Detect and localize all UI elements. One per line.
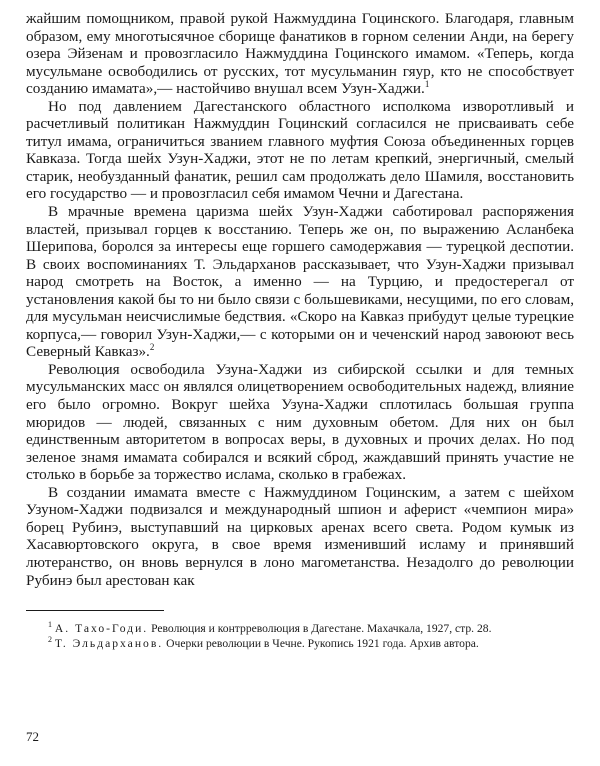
footnote-marker-1: 1 [424,79,430,90]
footnote-1-author: А. Тахо-Годи. [54,622,149,636]
paragraph-3-text: В мрачные времена царизма шейх Узун-Хаджи саботировал распоряжения властей, призывал горцев к восстанию. Теперь же он, по выражению Асланбека Шерипова, боролся за интересы еще горшего самодержавия — турецкой деспотии. В своих воспоминаниях Т. Эльдарханов рассказывает, что Узун-Хаджи призывал народ смотреть на Восток, а именно — на Турцию, и предостерегал от установления какой бы то ни было связи с большевиками, несущими, по его словам, для мусульман неисчислимые бедствия. «Скоро на Кавказ прибудут целые турецкие корпуса,— говорил Узун-Хаджи,— с которыми он и чеченский народ завоюют весь Северный Кавказ». [26,203,574,361]
paragraph-2-text: Но под давлением Дагестанского областного исполкома изворотливый и расчетливый политикан Нажмуддин Гоцинский согласился не присваивать себе титул имама, ограничиться званием главного муфтия Союза объединенных горцев Кавказа. Тогда шейх Узун-Хаджи, этот не по летам крепкий, энергичный, смелый старик, необузданный фанатик, решил сам продолжать дело Шамиля, восстановить его государство — и провозгласил себя имамом Чечни и Дагестана. [26,97,574,203]
footnote-1 [26,621,574,636]
paragraph-1-text: жайшим помощником, правой рукой Нажмуддина Гоцинского. Благодаря, главным образом, ему многотысячное сборище фанатиков в горном селении Анди, на берегу озера Эйзенам и провозгласило Нажмуддина Гоцинского имамом. «Теперь, когда мусульмане освободились от русских, тот мусульманин гяур, кто не способствует созданию имамата»,— настойчиво внушал всем Узун-Хаджи. [26,10,574,98]
footnote-2-author: Т. Эльдарханов. [54,637,164,651]
paragraph-4-text: Революция освободила Узуна-Хаджи из сибирской ссылки и для темных мусульманских масс он являлся олицетворением освободительных надежд, влияние его было огромно. Вокруг шейха Узуна-Хаджи сплотилась большая группа мюридов — людей, связанных с ним духовным обетом. Для них он был единственным авторитетом в вопросах веры, в духовных и прочих делах. Но под зеленое знамя имамата собирался и всякий сброд, жаждавший принять участие не столько в борьбе за торжество ислама, сколько в грабежах. [26,360,574,484]
footnote-2-number: 2 [48,635,52,645]
footnote-2-text: Очерки революции в Чечне. Рукопись 1921 года. Архив автора. [166,637,479,651]
paragraph-5 [26,484,574,589]
page-number: 72 [26,729,39,744]
page-body [26,10,574,651]
footnote-1-number: 1 [48,620,52,630]
footnote-2 [26,636,574,651]
footnote-1-text: Революция и контрреволюция в Дагестане. Махачкала, 1927, стр. 28. [151,622,492,636]
paragraph-4 [26,361,574,484]
paragraph-5-text: В создании имамата вместе с Нажмуддином Гоцинским, а затем с шейхом Узуном-Хаджи подвизался и международный шпион и аферист «чемпион мира» борец Рубинэ, выступавший на цирковых аренах всего света. Родом кумык из Хасавюртовского округа, в свое время изменивший исламу и принявший лютеранство, он вновь вернулся в лоно магометанства. Незадолго до революции Рубинэ был арестован как [26,483,574,589]
paragraph-3 [26,203,574,361]
footnote-separator [26,610,164,611]
paragraph-1 [26,10,574,98]
paragraph-2 [26,98,574,203]
footnote-marker-2: 2 [149,342,155,353]
